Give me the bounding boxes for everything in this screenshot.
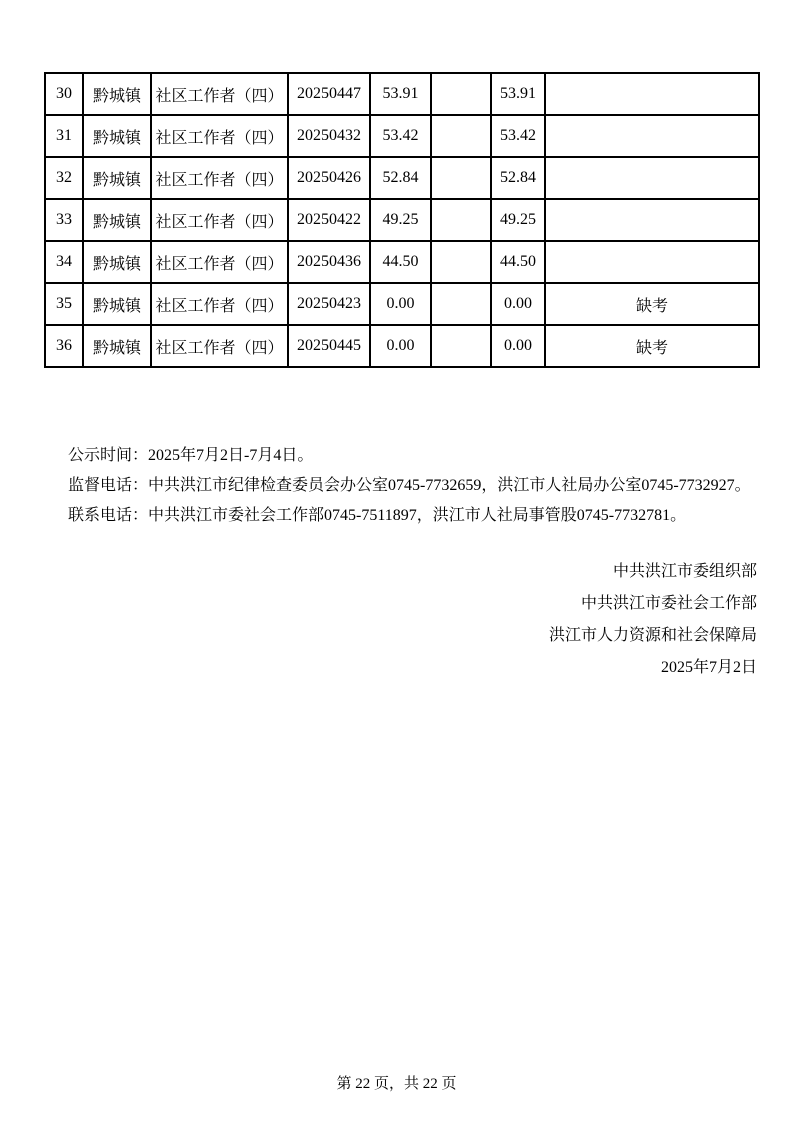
cell-interview-score: [431, 325, 491, 367]
cell-remark: [545, 115, 759, 157]
cell-position: 社区工作者（四）: [151, 73, 288, 115]
cell-interview-score: [431, 241, 491, 283]
cell-row-number: 35: [45, 283, 83, 325]
cell-exam-number: 20250432: [288, 115, 370, 157]
cell-row-number: 31: [45, 115, 83, 157]
cell-interview-score: [431, 115, 491, 157]
signature-org-3: 洪江市人力资源和社会保障局: [548, 627, 757, 644]
notes-block: [68, 441, 751, 531]
table-row: [45, 73, 759, 115]
signature-org-2: 中共洪江市委社会工作部: [580, 595, 757, 612]
cell-exam-number: 20250422: [288, 199, 370, 241]
cell-town: 黔城镇: [83, 241, 151, 283]
cell-exam-number: 20250447: [288, 73, 370, 115]
table-row: [45, 241, 759, 283]
cell-town: 黔城镇: [83, 115, 151, 157]
cell-exam-number: 20250436: [288, 241, 370, 283]
signature-date: 2025年7月2日: [660, 659, 757, 676]
cell-total-score: 53.91: [491, 73, 545, 115]
cell-position: 社区工作者（四）: [151, 115, 288, 157]
cell-exam-number: 20250423: [288, 283, 370, 325]
table-row: [45, 199, 759, 241]
cell-position: 社区工作者（四）: [151, 283, 288, 325]
cell-written-score: 0.00: [370, 325, 431, 367]
cell-row-number: 32: [45, 157, 83, 199]
cell-remark: [545, 157, 759, 199]
cell-position: 社区工作者（四）: [151, 199, 288, 241]
signature-org-1: 中共洪江市委组织部: [612, 563, 757, 580]
cell-exam-number: 20250426: [288, 157, 370, 199]
signature-block: [549, 556, 757, 684]
cell-written-score: 44.50: [370, 241, 431, 283]
publicity-period-note: 公示时间：2025年7月2日-7月4日。: [68, 447, 314, 464]
cell-remark: 缺考: [545, 283, 759, 325]
cell-position: 社区工作者（四）: [151, 241, 288, 283]
cell-town: 黔城镇: [83, 73, 151, 115]
cell-town: 黔城镇: [83, 283, 151, 325]
table-row: [45, 325, 759, 367]
cell-total-score: 49.25: [491, 199, 545, 241]
cell-written-score: 53.91: [370, 73, 431, 115]
cell-written-score: 53.42: [370, 115, 431, 157]
cell-total-score: 53.42: [491, 115, 545, 157]
cell-row-number: 34: [45, 241, 83, 283]
cell-total-score: 0.00: [491, 325, 545, 367]
contact-phone-note: 联系电话：中共洪江市委社会工作部0745-7511897，洪江市人社局事管股0745-7732781。: [68, 507, 687, 524]
cell-exam-number: 20250445: [288, 325, 370, 367]
cell-written-score: 52.84: [370, 157, 431, 199]
cell-remark: [545, 199, 759, 241]
supervision-phone-note: 监督电话：中共洪江市纪律检查委员会办公室0745-7732659，洪江市人社局办公室0745-7732927。: [68, 477, 751, 494]
cell-total-score: 52.84: [491, 157, 545, 199]
cell-interview-score: [431, 199, 491, 241]
table-row: [45, 115, 759, 157]
cell-row-number: 33: [45, 199, 83, 241]
cell-town: 黔城镇: [83, 325, 151, 367]
cell-total-score: 44.50: [491, 241, 545, 283]
cell-remark: [545, 241, 759, 283]
cell-position: 社区工作者（四）: [151, 157, 288, 199]
cell-row-number: 36: [45, 325, 83, 367]
page-number-indicator: 第 22 页，共 22 页: [336, 1076, 457, 1092]
cell-written-score: 0.00: [370, 283, 431, 325]
cell-town: 黔城镇: [83, 199, 151, 241]
cell-row-number: 30: [45, 73, 83, 115]
cell-total-score: 0.00: [491, 283, 545, 325]
cell-position: 社区工作者（四）: [151, 325, 288, 367]
table-row: [45, 157, 759, 199]
cell-written-score: 49.25: [370, 199, 431, 241]
cell-interview-score: [431, 283, 491, 325]
table-row: [45, 283, 759, 325]
cell-remark: [545, 73, 759, 115]
cell-interview-score: [431, 157, 491, 199]
cell-town: 黔城镇: [83, 157, 151, 199]
cell-interview-score: [431, 73, 491, 115]
score-table: [44, 72, 760, 368]
cell-remark: 缺考: [545, 325, 759, 367]
